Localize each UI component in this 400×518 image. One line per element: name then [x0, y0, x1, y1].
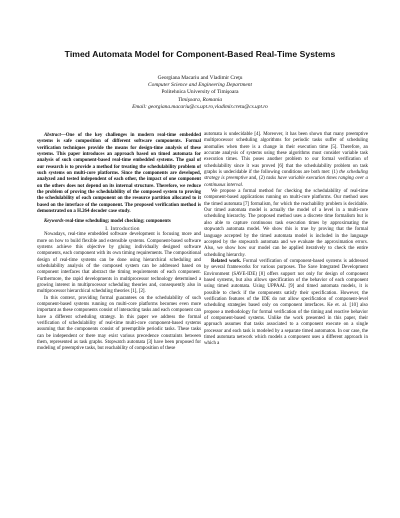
- keywords-lead: Keywords: [44, 219, 64, 225]
- left-column: [37, 133, 201, 353]
- right-paragraph-1-emphasis-b: tasks have variable execution times ranging over a continuous interval.: [204, 176, 369, 188]
- location: Timişoara, Romania: [177, 96, 223, 103]
- related-work-paragraph: [204, 259, 368, 348]
- related-work-text: Formal verification of component-based systems is addressed by several frameworks for various purposes. The Save Integrated Development Environment (SAVE-IDE) [8] offers support not only for design of component based systems, but also allows specification of the behavior of each component using timed automata. Using UPPAAL [9] and timed automata models, it is possible to check if the components satisfy their specification. However, the verification features of the IDE do not allow specification of component-level scheduling strategies based only on component interfaces. Ke et. al. [10] also propose a methodology for formal verification of the timing and reactive behavior of component-based systems. Unlike the work presented in this paper, their approach assumes that tasks associated to a component execute on a single processor and each task is modeled by a separate timed automaton. In our case, the timed automata network which models a component uses a different approach in which a: [204, 258, 368, 347]
- abstract-text: —One of the key challenges in modern real-time embedded systems is safe composition of different software components. Formal verification techniques provide the means for design-time analysis of these systems. This paper introduces an approach based on timed automata for analysis of such component-based real-time embedded systems. The goal of our research is to provide a method for treating the schedulability problem of such systems on multi-core platforms. Since the components are developed, analyzed and tested independent of each other, the impact of one component on the others does not depend on its internal structure. Therefore, we reduce the problem of proving the schedulability of the composed system to proving the schedulability of each component on the resource partition allocated to it based on the interface of the component. The proposed verification method is demonstrated on a H.264 decoder case study.: [37, 133, 201, 215]
- right-paragraph-1: [204, 132, 368, 189]
- keywords-text: -real-time scheduling; model checking; components: [63, 219, 171, 225]
- paper-title: Timed Automata Model for Component-Based Real-Time Systems: [64, 49, 336, 59]
- intro-paragraph-2: In this context, providing formal guarantees on the schedulability of such component-based systems running on multi-core platforms becomes even more important as these components consist of interacting tasks and each component can have a different scheduling strategy. In this paper we address the formal verification of schedulability of real-time multi-core component-based systems assuming that the components consist of preemptible periodic tasks. These tasks can be independent or there may exist various precedence constraints between them, represented as task graphs. Stopwatch automata [3] have been proposed for modeling of preemptive tasks, but reachability of composition of these: [37, 295, 201, 352]
- abstract: [37, 133, 201, 215]
- university: Politehnica University of Timişoara: [161, 89, 239, 96]
- abstract-lead: Abstract: [44, 133, 61, 138]
- right-paragraph-1-join: and, (2): [247, 176, 267, 182]
- intro-paragraph-1: Nowadays, real-time embedded software development is focusing more and more on how to build flexible and extensible systems. Component-based software systems achieve this objective by gluing individually designed software components, each component with its own timing requirements. The compositional design of real-time systems can be done using hierarchical scheduling and schedulability analysis of the composed system can be addressed based on component interfaces that abstract the timing requirements of each component. Furthermore, the rapid developments in multiprocessor technology determined a growing interest in multiprocessor scheduling theories and, consequently also in multiprocessor hierarchical scheduling theories [1], [2].: [37, 232, 201, 295]
- section-heading-introduction: I. Introduction: [105, 225, 140, 232]
- department: Computer Science and Engineering Department: [148, 82, 252, 89]
- right-paragraph-1-emphasis-a: the scheduling strategy is preemptive: [204, 170, 368, 182]
- right-paragraph-2: We propose a formal method for checking the schedulability of real-time component-based applications running on multi-core platforms. Our method uses the timed automata [7] formalism, for which the reachability problem is decidable. Our timed automata model is actually the model of a level in a multi-core scheduling hierarchy. The proposed method uses a discrete time formalism but is also able to capture continuous task execution times by approximating the stopwatch automata model. We show this is true by proving that the formal language accepted by the timed automata model is included in the language accepted by the stopwatch automata and we evaluate the approximation errors. Also, we show how our model can be applied iteratively to check the entire scheduling hierarchy.: [204, 189, 368, 258]
- author-block: [0, 75, 400, 111]
- related-work-heading: Related work.: [211, 258, 242, 264]
- right-column: [204, 132, 368, 348]
- right-paragraph-1-text: automata is undecidable [4]. Moreover, it has been shown that many preemptive multiprocessor scheduling algorithms for periodic tasks suffer of scheduling anomalies when there is a change in their execution time [5]. Therefore, an accurate analysis of systems using these algorithms must consider variable task execution times. This poses another problem to our formal verification of schedulability since it was proved [6] that the schedulability problem on task graphs is undecidable if the following conditions are both met: (1): [204, 132, 368, 176]
- author-names: Georgiana Macariu and Vladimir Creţu: [157, 75, 243, 81]
- email: Email: georgiana.macariu@cs.upt.ro,vladimir.cretu@cs.upt.ro: [132, 103, 268, 110]
